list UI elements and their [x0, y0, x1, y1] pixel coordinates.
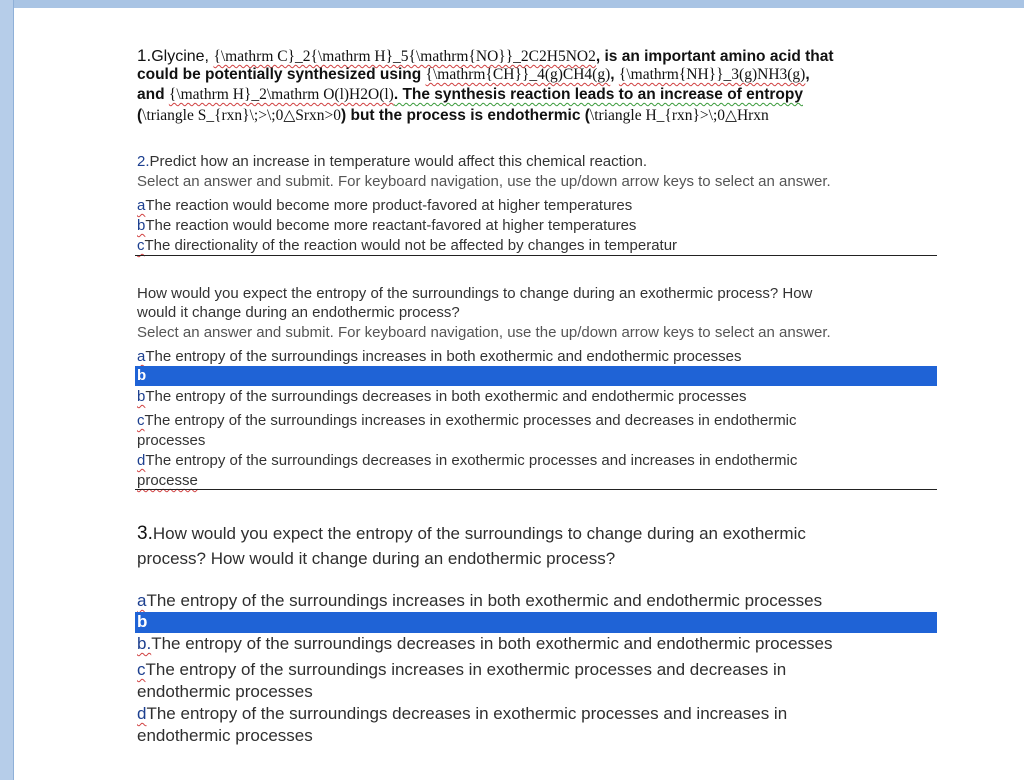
- q3-number: 3.: [137, 523, 153, 544]
- qe-stem-line-2: would it change during an endothermic process?: [137, 304, 460, 321]
- q3-selected-highlight[interactable]: b: [135, 612, 937, 633]
- left-ruler: [0, 0, 14, 780]
- qe-instructions: Select an answer and submit. For keyboard navigation, use the up/down arrow keys to select an answer.: [137, 324, 831, 341]
- qe-option-d[interactable]: [137, 452, 797, 469]
- q2-option-a[interactable]: [137, 197, 632, 214]
- formula-glycine: {\mathrm C}_2{\mathrm H}_5{\mathrm{NO}}_2C2H5NO2: [213, 48, 596, 65]
- q3-option-d-cont: endothermic processes: [137, 726, 313, 745]
- option-text: The entropy of the surroundings increases in exothermic processes and decreases in: [145, 660, 787, 679]
- q3-stem-line-1: [137, 523, 806, 545]
- option-text: The entropy of the surroundings decreases in exothermic processes and increases in endothermic: [145, 452, 798, 469]
- option-text: The directionality of the reaction would not be affected by changes in temperatur: [144, 237, 678, 254]
- q3-option-c[interactable]: [137, 660, 786, 680]
- option-letter: b.: [137, 634, 152, 653]
- q1-line-3: [137, 86, 803, 104]
- option-text: The entropy of the surroundings increases in exothermic processes and decreases in endothermic: [144, 412, 797, 429]
- option-letter: a: [137, 591, 147, 610]
- q2-stem: [137, 153, 647, 170]
- window-top-bar: [0, 0, 1024, 8]
- q1-text: ,: [610, 66, 619, 83]
- option-letter: c: [137, 237, 145, 254]
- formula-delta-s: \triangle S_{rxn}\;>\;0△Srxn>0: [142, 107, 342, 124]
- option-letter: a: [137, 197, 146, 214]
- q1-text: . The synthesis reaction leads to an increase of entropy: [393, 86, 803, 103]
- q1-text: (: [137, 107, 143, 124]
- q2-instructions: Select an answer and submit. For keyboard navigation, use the up/down arrow keys to select an answer.: [137, 173, 831, 190]
- q2-number: 2.: [137, 153, 150, 170]
- option-letter: c: [137, 412, 145, 429]
- qe-option-c[interactable]: [137, 412, 797, 429]
- option-letter: d: [137, 452, 146, 469]
- option-text: The entropy of the surroundings decreases in both exothermic and endothermic processes: [145, 388, 747, 405]
- option-text: The entropy of the surroundings increases in both exothermic and endothermic processes: [146, 591, 823, 610]
- option-letter: c: [137, 660, 146, 679]
- q1-text: Glycine,: [151, 48, 214, 65]
- q2-option-b[interactable]: [137, 217, 636, 234]
- option-text: The reaction would become more product-favored at higher temperatures: [145, 197, 633, 214]
- q3-option-b[interactable]: [137, 634, 833, 654]
- q1-text: ,: [805, 66, 810, 83]
- option-text: The entropy of the surroundings increases in both exothermic and endothermic processes: [145, 348, 742, 365]
- option-text: The entropy of the surroundings decreases in both exothermic and endothermic processes: [151, 634, 833, 653]
- formula-delta-h: \triangle H_{rxn}>\;0△Hrxn: [589, 107, 769, 124]
- q2-option-c[interactable]: [137, 237, 677, 254]
- qe-selected-highlight[interactable]: b: [135, 366, 937, 386]
- divider: [135, 255, 937, 256]
- q3-option-a[interactable]: [137, 591, 822, 611]
- q1-number: 1.: [137, 46, 152, 65]
- formula-ammonia: {\mathrm{NH}}_3(g)NH3(g): [618, 66, 806, 83]
- option-letter: d: [137, 704, 147, 723]
- option-text: The reaction would become more reactant-favored at higher temperatures: [145, 217, 637, 234]
- formula-water: {\mathrm H}_2\mathrm O(l)H2O(l): [168, 86, 394, 103]
- q1-line-1: [137, 46, 834, 66]
- q1-line-4: [137, 106, 769, 125]
- q3-option-c-cont: endothermic processes: [137, 682, 313, 701]
- divider: [135, 489, 937, 490]
- option-text: The entropy of the surroundings decreases in exothermic processes and increases in: [146, 704, 788, 723]
- q3-option-d[interactable]: [137, 704, 787, 724]
- q1-text: and: [137, 86, 169, 103]
- qe-option-b[interactable]: [137, 388, 747, 405]
- qe-option-c-cont: processes: [137, 432, 206, 449]
- qe-option-a[interactable]: [137, 348, 742, 365]
- q1-line-2: [137, 66, 810, 84]
- q1-text: could be potentially synthesized using: [137, 66, 426, 83]
- qe-option-d-cont: processe: [137, 472, 198, 489]
- q1-text: ) but the process is endothermic (: [341, 107, 590, 124]
- option-letter: b: [137, 388, 146, 405]
- q2-stem-text: Predict how an increase in temperature would affect this chemical reaction.: [149, 153, 647, 170]
- formula-methane: {\mathrm{CH}}_4(g)CH4(g): [425, 66, 611, 83]
- option-letter: a: [137, 348, 146, 365]
- q3-stem-line-2: process? How would it change during an endothermic process?: [137, 549, 616, 568]
- q1-text: , is an important amino acid that: [595, 48, 834, 65]
- qe-stem-line-1: How would you expect the entropy of the surroundings to change during an exothermic process? How: [137, 285, 813, 302]
- q3-stem-text: How would you expect the entropy of the surroundings to change during an exothermic: [152, 524, 806, 543]
- option-letter: b: [137, 217, 146, 234]
